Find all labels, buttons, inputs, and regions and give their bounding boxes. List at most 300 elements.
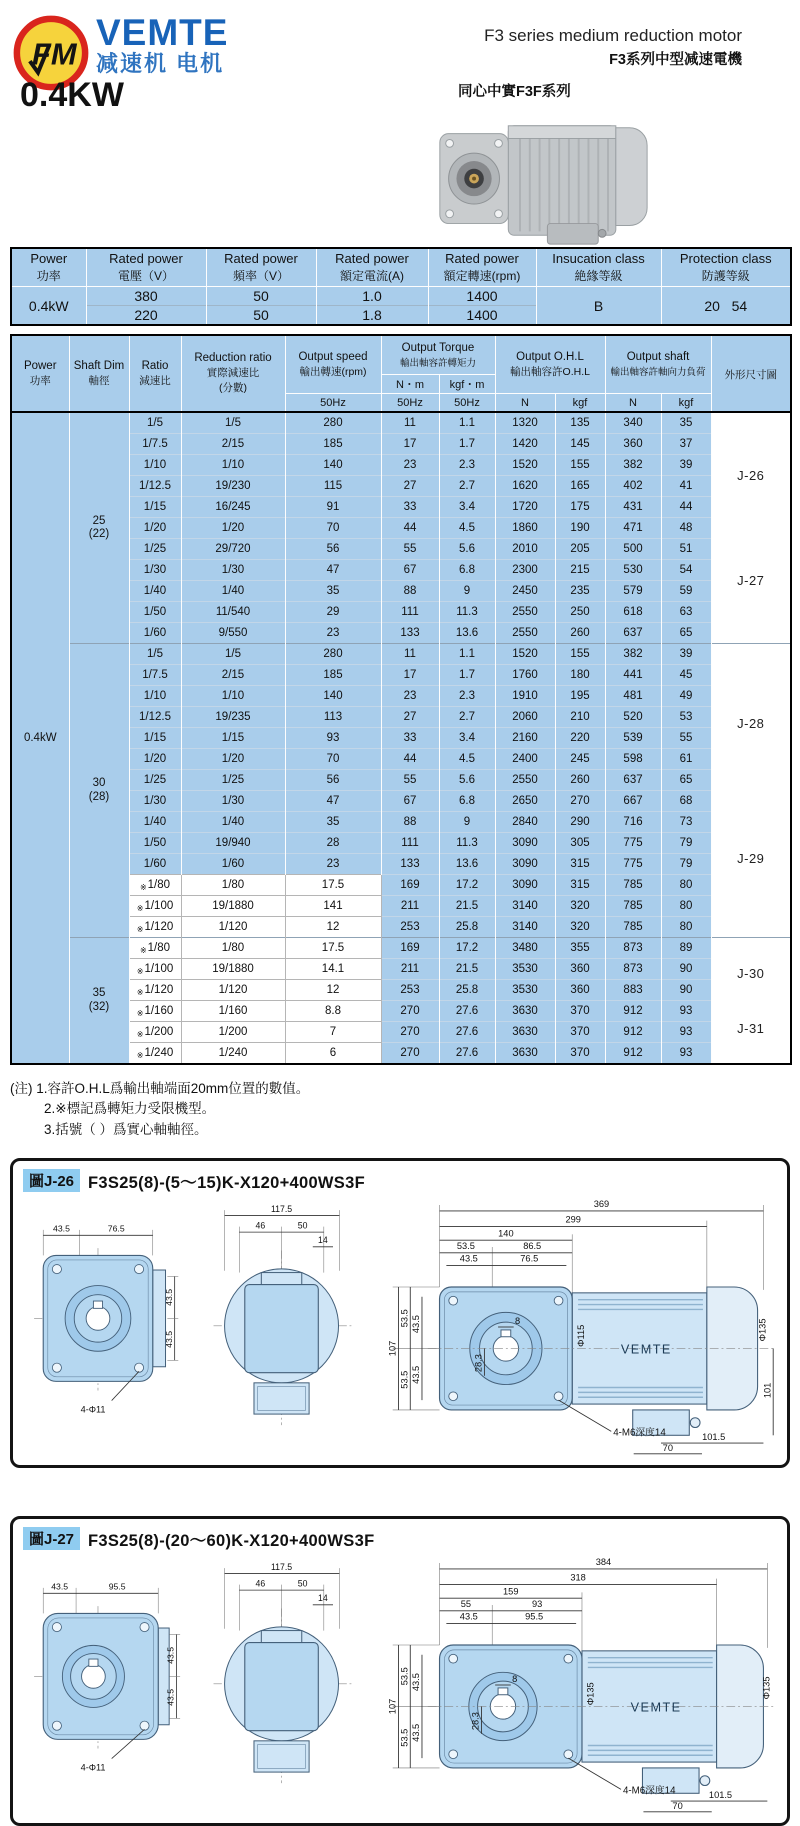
spec-cell: 3140 bbox=[495, 917, 555, 938]
spec-cell: 2840 bbox=[495, 812, 555, 833]
limited-torque-mark: ※ bbox=[136, 924, 144, 934]
spec-cell: 80 bbox=[661, 917, 711, 938]
spec-cell: 39 bbox=[661, 644, 711, 665]
spec-cell: 37 bbox=[661, 434, 711, 455]
spec-cell: 1/80 bbox=[181, 875, 285, 896]
spec-cell: 2/15 bbox=[181, 434, 285, 455]
spec-cell: 1/5 bbox=[181, 412, 285, 434]
spec-cell: 1/20 bbox=[181, 749, 285, 770]
col-header-outline-figure: 外形尺寸圖 bbox=[711, 335, 791, 412]
power-table-row bbox=[11, 287, 791, 306]
spec-cell: 315 bbox=[555, 854, 605, 875]
spec-cell: 2.7 bbox=[439, 476, 495, 497]
spec-cell: 115 bbox=[285, 476, 381, 497]
spec-cell: 111 bbox=[381, 602, 439, 623]
spec-cell: ※1/80 bbox=[129, 938, 181, 959]
shaft-dim-cell bbox=[69, 412, 129, 644]
spec-cell: 253 bbox=[381, 980, 439, 1001]
spec-cell: 1/10 bbox=[181, 686, 285, 707]
spec-cell: 211 bbox=[381, 959, 439, 980]
spec-cell: 17.2 bbox=[439, 938, 495, 959]
spec-cell: 1/30 bbox=[181, 791, 285, 812]
spec-cell: ※1/80 bbox=[129, 875, 181, 896]
spec-cell: 1/7.5 bbox=[129, 665, 181, 686]
logo-mark: FM bbox=[31, 36, 77, 72]
dim-label: 53.5 bbox=[399, 1370, 410, 1389]
spec-cell: 195 bbox=[555, 686, 605, 707]
insulation-class-value: B bbox=[536, 287, 661, 326]
spec-cell: ※1/200 bbox=[129, 1022, 181, 1043]
torque-freq: 50Hz bbox=[439, 394, 495, 413]
spec-cell: 1/20 bbox=[129, 518, 181, 539]
spec-cell: 55 bbox=[661, 728, 711, 749]
spec-cell: 9 bbox=[439, 581, 495, 602]
limited-torque-mark: ※ bbox=[139, 945, 147, 955]
dim-label: 28.3 bbox=[473, 1353, 484, 1372]
spec-cell: 9/550 bbox=[181, 623, 285, 644]
figure-ref-cell bbox=[711, 938, 791, 1065]
spec-cell: 1/40 bbox=[129, 581, 181, 602]
spec-cell: 47 bbox=[285, 560, 381, 581]
spec-cell: 1/160 bbox=[181, 1001, 285, 1022]
spec-cell: 44 bbox=[381, 749, 439, 770]
spec-cell: 716 bbox=[605, 812, 661, 833]
power-rating-table bbox=[10, 247, 792, 326]
spec-cell: 370 bbox=[555, 1043, 605, 1065]
spec-cell: 90 bbox=[661, 980, 711, 1001]
series-title-en: F3 series medium reduction motor bbox=[484, 26, 742, 45]
spec-cell: 27.6 bbox=[439, 1001, 495, 1022]
limited-torque-mark: ※ bbox=[136, 903, 144, 913]
spec-cell: 21.5 bbox=[439, 896, 495, 917]
power-table-header-row bbox=[11, 248, 791, 287]
dim-label: 43.5 bbox=[411, 1365, 422, 1384]
dim-label: 369 bbox=[593, 1198, 610, 1209]
dim-label: 53.5 bbox=[399, 1728, 410, 1747]
dim-label: 318 bbox=[570, 1572, 586, 1583]
torque-freq: 50Hz bbox=[381, 394, 439, 413]
spec-cell: 1/120 bbox=[181, 980, 285, 1001]
spec-cell: 29/720 bbox=[181, 539, 285, 560]
spec-cell: 215 bbox=[555, 560, 605, 581]
spec-cell: 1/10 bbox=[129, 455, 181, 476]
spec-cell: 28 bbox=[285, 833, 381, 854]
figure-j27-panel bbox=[10, 1516, 790, 1826]
spec-cell: 13.6 bbox=[439, 623, 495, 644]
spec-cell: 360 bbox=[555, 980, 605, 1001]
figure-model-code: F3S25(8)-(20～60)K-X120+400WS3F bbox=[88, 1531, 375, 1550]
brand-text bbox=[96, 14, 228, 75]
spec-cell: 16/245 bbox=[181, 497, 285, 518]
spec-cell: 7 bbox=[285, 1022, 381, 1043]
spec-cell: 320 bbox=[555, 917, 605, 938]
col-header-ratio: Ratio 減速比 bbox=[129, 335, 181, 412]
spec-cell: 500 bbox=[605, 539, 661, 560]
dim-label: Φ115 bbox=[575, 1324, 586, 1347]
figure-ref: J-31 bbox=[737, 1020, 765, 1036]
spec-cell: 88 bbox=[381, 812, 439, 833]
spec-cell: 111 bbox=[381, 833, 439, 854]
spec-cell: 23 bbox=[381, 455, 439, 476]
spec-cell: 873 bbox=[605, 959, 661, 980]
spec-cell: 4.5 bbox=[439, 749, 495, 770]
spec-cell: 1/120 bbox=[181, 917, 285, 938]
spec-cell: 280 bbox=[285, 644, 381, 665]
spec-cell: 520 bbox=[605, 707, 661, 728]
spec-cell: 91 bbox=[285, 497, 381, 518]
side-view-drawing bbox=[381, 1197, 781, 1457]
spec-cell: 873 bbox=[605, 938, 661, 959]
figure-j26-panel bbox=[10, 1158, 790, 1468]
dim-label: 50 bbox=[297, 1220, 308, 1231]
spec-cell: 11/540 bbox=[181, 602, 285, 623]
shaft-dim-hollow: (28) bbox=[88, 790, 110, 803]
spec-cell: 1/7.5 bbox=[129, 434, 181, 455]
col-header-reduction-ratio: Reduction ratio 實際減速比 (分數) bbox=[181, 335, 285, 412]
spec-cell: 70 bbox=[285, 518, 381, 539]
spec-cell: 29 bbox=[285, 602, 381, 623]
spec-cell: 3530 bbox=[495, 959, 555, 980]
tapped-hole-callout: 4-M6深度14 bbox=[613, 1427, 666, 1439]
spec-cell: 598 bbox=[605, 749, 661, 770]
spec-cell: ※1/100 bbox=[129, 959, 181, 980]
spec-cell: 141 bbox=[285, 896, 381, 917]
spec-cell: 2400 bbox=[495, 749, 555, 770]
side-view-drawing bbox=[381, 1555, 781, 1815]
spec-cell: 1320 bbox=[495, 412, 555, 434]
figure-ref: J-27 bbox=[737, 573, 765, 588]
dim-label: 43.5 bbox=[53, 1223, 70, 1234]
spec-cell: 56 bbox=[285, 770, 381, 791]
spec-cell: 340 bbox=[605, 412, 661, 434]
brand-subtitle: 减速机 电机 bbox=[96, 51, 225, 76]
dim-label: 159 bbox=[503, 1586, 519, 1597]
spec-cell: 80 bbox=[661, 875, 711, 896]
spec-cell: 539 bbox=[605, 728, 661, 749]
spec-cell: 2650 bbox=[495, 791, 555, 812]
spec-cell: 883 bbox=[605, 980, 661, 1001]
dim-label: 101.5 bbox=[702, 1431, 726, 1442]
spec-cell: 2.3 bbox=[439, 455, 495, 476]
spec-cell: 88 bbox=[381, 581, 439, 602]
spec-cell: 3140 bbox=[495, 896, 555, 917]
spec-cell: 44 bbox=[661, 497, 711, 518]
speed-value: 1400 bbox=[428, 306, 536, 326]
spec-cell: 14.1 bbox=[285, 959, 381, 980]
spec-cell: 1/12.5 bbox=[129, 707, 181, 728]
spec-cell: 3530 bbox=[495, 980, 555, 1001]
spec-cell: 27 bbox=[381, 707, 439, 728]
spec-cell: 1/50 bbox=[129, 833, 181, 854]
dim-label: 76.5 bbox=[520, 1253, 539, 1264]
spec-cell: 17.2 bbox=[439, 875, 495, 896]
spec-cell: 133 bbox=[381, 854, 439, 875]
axial-unit-kgf: kgf bbox=[661, 394, 711, 413]
protection-class-value: 20 54 bbox=[661, 287, 791, 326]
spec-cell: 47 bbox=[285, 791, 381, 812]
power-cell: 0.4kW bbox=[11, 412, 69, 1064]
spec-cell: 135 bbox=[555, 412, 605, 434]
dim-label: 95.5 bbox=[108, 1581, 126, 1592]
spec-cell: 33 bbox=[381, 728, 439, 749]
spec-cell: 250 bbox=[555, 602, 605, 623]
spec-cell: 315 bbox=[555, 875, 605, 896]
dim-label: 117.5 bbox=[270, 1561, 293, 1572]
spec-cell: 785 bbox=[605, 917, 661, 938]
spec-cell: 13.6 bbox=[439, 854, 495, 875]
dim-label: 8 bbox=[515, 1315, 521, 1326]
specification-table bbox=[10, 334, 792, 1065]
spec-cell: 1/60 bbox=[129, 623, 181, 644]
spec-cell: 1/40 bbox=[181, 812, 285, 833]
power-rating-label: 0.4KW bbox=[20, 76, 124, 114]
shaft-dim-cell bbox=[69, 938, 129, 1065]
footnotes bbox=[10, 1079, 790, 1140]
spec-cell: 305 bbox=[555, 833, 605, 854]
spec-cell: 1620 bbox=[495, 476, 555, 497]
spec-cell: 2.3 bbox=[439, 686, 495, 707]
spec-cell: 145 bbox=[555, 434, 605, 455]
spec-cell: 19/940 bbox=[181, 833, 285, 854]
spec-cell: 1/25 bbox=[129, 770, 181, 791]
spec-cell: 1/40 bbox=[129, 812, 181, 833]
dim-label: 107 bbox=[387, 1340, 398, 1356]
spec-cell: 912 bbox=[605, 1043, 661, 1065]
spec-cell: 3.4 bbox=[439, 497, 495, 518]
spec-cell: 39 bbox=[661, 455, 711, 476]
brand-mark-on-motor: VEMTE bbox=[620, 1342, 672, 1357]
spec-cell: 1/25 bbox=[129, 539, 181, 560]
spec-cell: 35 bbox=[661, 412, 711, 434]
power-value: 0.4kW bbox=[11, 287, 86, 326]
spec-cell: 220 bbox=[555, 728, 605, 749]
dim-label: 43.5 bbox=[459, 1611, 478, 1622]
spec-cell: 270 bbox=[381, 1043, 439, 1065]
spec-cell: 27 bbox=[381, 476, 439, 497]
spec-cell: 1760 bbox=[495, 665, 555, 686]
spec-cell: 1/80 bbox=[181, 938, 285, 959]
spec-cell: 1/20 bbox=[181, 518, 285, 539]
spec-cell: 360 bbox=[555, 959, 605, 980]
spec-cell: 370 bbox=[555, 1022, 605, 1043]
spec-cell: 89 bbox=[661, 938, 711, 959]
spec-cell: 33 bbox=[381, 497, 439, 518]
spec-cell: 1860 bbox=[495, 518, 555, 539]
footnote-line: 2.※標記爲轉矩力受限機型。 bbox=[44, 1101, 216, 1117]
spec-cell: 61 bbox=[661, 749, 711, 770]
spec-cell: 113 bbox=[285, 707, 381, 728]
spec-cell: 785 bbox=[605, 875, 661, 896]
spec-cell: 441 bbox=[605, 665, 661, 686]
dim-label: 8 bbox=[512, 1673, 518, 1684]
spec-cell: 41 bbox=[661, 476, 711, 497]
figure-j26-title bbox=[23, 1169, 777, 1193]
dim-label: 50 bbox=[297, 1578, 308, 1589]
spec-cell: 140 bbox=[285, 686, 381, 707]
spec-cell: 1/30 bbox=[181, 560, 285, 581]
spec-cell: 54 bbox=[661, 560, 711, 581]
spec-cell: 253 bbox=[381, 917, 439, 938]
limited-torque-mark: ※ bbox=[136, 1029, 144, 1039]
figure-j26-views bbox=[23, 1193, 777, 1457]
spec-cell: 190 bbox=[555, 518, 605, 539]
spec-cell: 320 bbox=[555, 896, 605, 917]
spec-cell: 1/25 bbox=[181, 770, 285, 791]
dim-label: 43.5 bbox=[411, 1314, 422, 1333]
spec-cell: 402 bbox=[605, 476, 661, 497]
page-header bbox=[10, 0, 790, 245]
dim-label: 70 bbox=[662, 1442, 673, 1453]
spec-cell: 360 bbox=[605, 434, 661, 455]
spec-cell: 6.8 bbox=[439, 560, 495, 581]
tapped-hole-callout: 4-M6深度14 bbox=[622, 1785, 676, 1797]
spec-cell: 235 bbox=[555, 581, 605, 602]
front-view-drawing bbox=[23, 1197, 183, 1427]
front-view-drawing bbox=[23, 1555, 183, 1785]
dim-label: 101.5 bbox=[708, 1789, 733, 1800]
limited-torque-mark: ※ bbox=[139, 882, 147, 892]
footnote-line: (注) 1.容許O.H.L爲輸出軸端面20mm位置的數值。 bbox=[10, 1081, 310, 1096]
spec-cell: 1720 bbox=[495, 497, 555, 518]
dim-label: 93 bbox=[531, 1598, 543, 1609]
figure-ref-cell bbox=[711, 644, 791, 938]
spec-cell: 3480 bbox=[495, 938, 555, 959]
spec-cell: 1/15 bbox=[129, 728, 181, 749]
spec-cell: 3.4 bbox=[439, 728, 495, 749]
spec-cell: 5.6 bbox=[439, 770, 495, 791]
spec-cell: ※1/100 bbox=[129, 896, 181, 917]
spec-cell: 12 bbox=[285, 980, 381, 1001]
spec-cell: 1.7 bbox=[439, 434, 495, 455]
spec-cell: 11 bbox=[381, 412, 439, 434]
spec-cell: 25.8 bbox=[439, 980, 495, 1001]
figure-ref: J-30 bbox=[737, 965, 765, 981]
spec-row bbox=[11, 938, 791, 959]
spec-cell: 6.8 bbox=[439, 791, 495, 812]
spec-cell: 618 bbox=[605, 602, 661, 623]
spec-cell: 185 bbox=[285, 665, 381, 686]
spec-cell: 23 bbox=[285, 854, 381, 875]
speed-value: 1400 bbox=[428, 287, 536, 306]
figure-model-code: F3S25(8)-(5～15)K-X120+400WS3F bbox=[88, 1173, 365, 1192]
spec-cell: 2160 bbox=[495, 728, 555, 749]
spec-cell: 51 bbox=[661, 539, 711, 560]
spec-cell: 637 bbox=[605, 623, 661, 644]
shaft-dim-hollow: (22) bbox=[88, 528, 110, 540]
spec-cell: 19/1880 bbox=[181, 896, 285, 917]
dim-label: 43.5 bbox=[411, 1723, 422, 1742]
spec-cell: ※1/120 bbox=[129, 917, 181, 938]
spec-cell: 785 bbox=[605, 896, 661, 917]
col-header-output-ohl: Output O.H.L 輸出軸容許O.H.L bbox=[495, 335, 605, 394]
spec-cell: 180 bbox=[555, 665, 605, 686]
spec-cell: 1520 bbox=[495, 455, 555, 476]
spec-cell: 382 bbox=[605, 455, 661, 476]
spec-cell: 1/10 bbox=[129, 686, 181, 707]
torque-unit-nm: N・m bbox=[381, 375, 439, 394]
spec-cell: 579 bbox=[605, 581, 661, 602]
spec-cell: 155 bbox=[555, 644, 605, 665]
dim-label: 76.5 bbox=[107, 1223, 125, 1234]
spec-cell: 245 bbox=[555, 749, 605, 770]
dim-label: 53.5 bbox=[399, 1666, 410, 1685]
spec-cell: ※1/240 bbox=[129, 1043, 181, 1065]
spec-cell: 431 bbox=[605, 497, 661, 518]
spec-cell: 49 bbox=[661, 686, 711, 707]
spec-cell: 1/5 bbox=[129, 412, 181, 434]
spec-cell: 775 bbox=[605, 833, 661, 854]
spec-cell: ※1/120 bbox=[129, 980, 181, 1001]
spec-cell: 1910 bbox=[495, 686, 555, 707]
spec-cell: 1/240 bbox=[181, 1043, 285, 1065]
spec-cell: 1/50 bbox=[129, 602, 181, 623]
figure-ref: J-28 bbox=[737, 715, 765, 731]
spec-cell: 68 bbox=[661, 791, 711, 812]
spec-cell: 775 bbox=[605, 854, 661, 875]
spec-cell: 280 bbox=[285, 412, 381, 434]
col-header-power: Power 功率 bbox=[11, 248, 86, 287]
spec-cell: 11 bbox=[381, 644, 439, 665]
brand-mark-on-motor: VEMTE bbox=[630, 1700, 682, 1715]
spec-cell: 2550 bbox=[495, 770, 555, 791]
figure-tag: 圖J-27 bbox=[23, 1527, 80, 1550]
spec-cell: 3090 bbox=[495, 833, 555, 854]
spec-cell: 185 bbox=[285, 434, 381, 455]
col-header-output-torque: Output Torque 輸出軸容許轉矩力 bbox=[381, 335, 495, 375]
col-header-frequency: Rated power 頻率（V） bbox=[206, 248, 316, 287]
col-header-protection: Protection class 防護等級 bbox=[661, 248, 791, 287]
spec-cell: 4.5 bbox=[439, 518, 495, 539]
spec-cell: 270 bbox=[555, 791, 605, 812]
spec-cell: 370 bbox=[555, 1001, 605, 1022]
dim-label: 299 bbox=[565, 1214, 581, 1225]
spec-cell: 93 bbox=[285, 728, 381, 749]
dim-label: 101 bbox=[762, 1382, 773, 1398]
spec-cell: 19/1880 bbox=[181, 959, 285, 980]
spec-cell: 211 bbox=[381, 896, 439, 917]
dim-label: 53.5 bbox=[456, 1240, 475, 1251]
ohl-unit-kgf: kgf bbox=[555, 394, 605, 413]
spec-cell: 1.1 bbox=[439, 412, 495, 434]
spec-cell: 17 bbox=[381, 665, 439, 686]
spec-cell: 93 bbox=[661, 1022, 711, 1043]
ohl-unit-n: N bbox=[495, 394, 555, 413]
dim-label: 43.5 bbox=[163, 1288, 174, 1306]
spec-cell: 270 bbox=[381, 1001, 439, 1022]
spec-cell: 23 bbox=[381, 686, 439, 707]
figure-ref-cell bbox=[711, 412, 791, 644]
spec-cell: ※1/160 bbox=[129, 1001, 181, 1022]
spec-cell: 17 bbox=[381, 434, 439, 455]
spec-cell: 1.7 bbox=[439, 665, 495, 686]
spec-cell: 2450 bbox=[495, 581, 555, 602]
spec-cell: 27.6 bbox=[439, 1022, 495, 1043]
spec-cell: 1/200 bbox=[181, 1022, 285, 1043]
spec-cell: 70 bbox=[285, 749, 381, 770]
spec-cell: 165 bbox=[555, 476, 605, 497]
spec-cell: 1/5 bbox=[129, 644, 181, 665]
bolt-hole-callout: 4-Φ11 bbox=[80, 1762, 106, 1773]
motor-photo-illustration bbox=[430, 116, 655, 248]
spec-cell: 55 bbox=[381, 770, 439, 791]
spec-cell: 2010 bbox=[495, 539, 555, 560]
dim-label: 70 bbox=[672, 1800, 683, 1811]
current-value: 1.8 bbox=[316, 306, 428, 326]
spec-cell: 19/235 bbox=[181, 707, 285, 728]
dim-label: Φ135 bbox=[757, 1318, 768, 1342]
spec-cell: 59 bbox=[661, 581, 711, 602]
dim-label: Φ135 bbox=[761, 1676, 772, 1700]
